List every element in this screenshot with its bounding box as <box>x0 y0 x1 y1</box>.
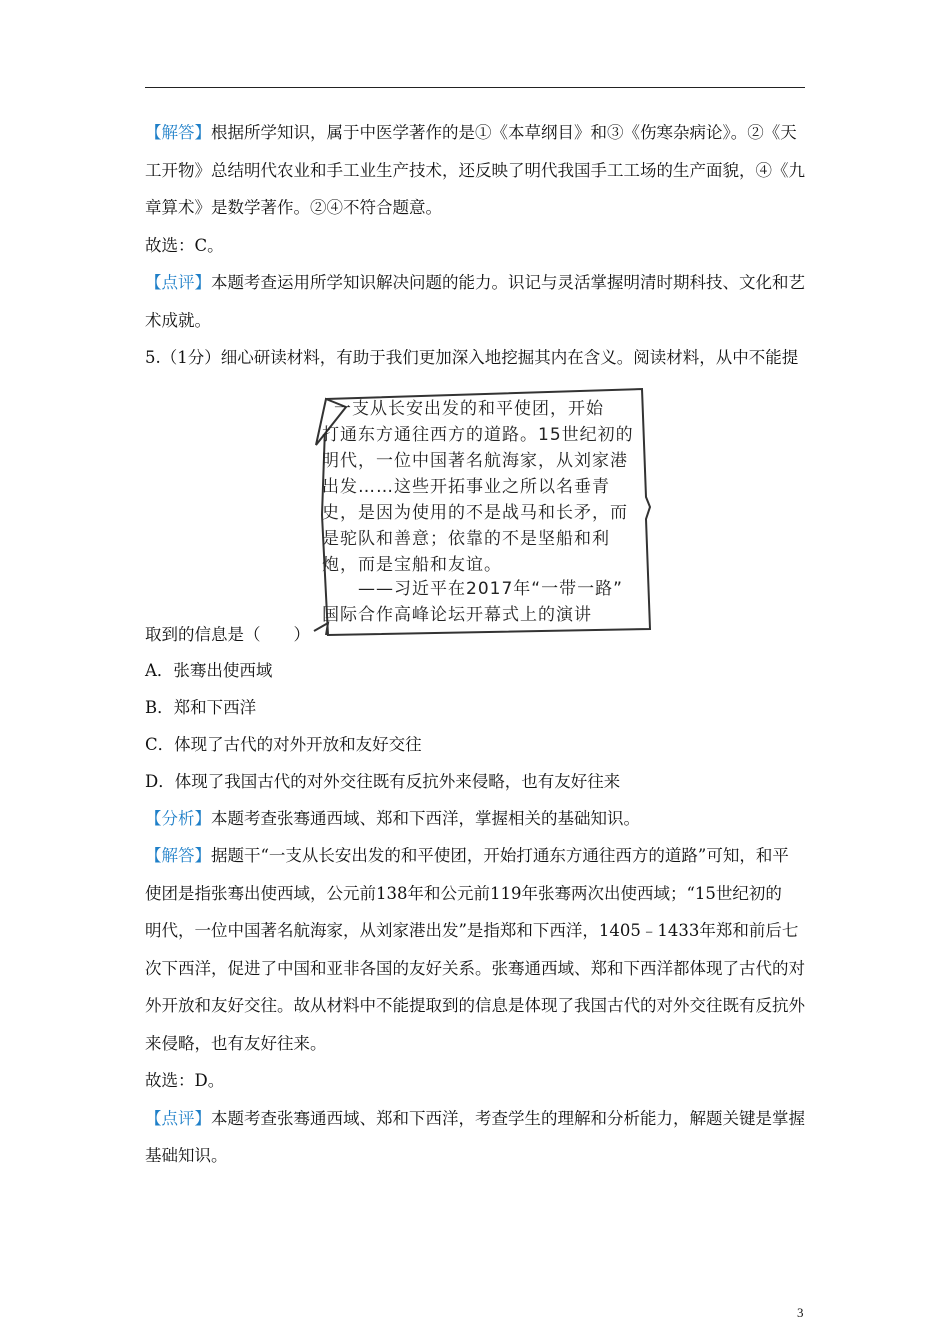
q5-choice: 故选：D。 <box>145 1071 225 1090</box>
option-d: D．体现了我国古代的对外交往既有反抗外来侵略，也有友好往来 <box>145 772 621 791</box>
q4-answer-line-1: 【解答】根据所学知识，属于中医学著作的是①《本草纲目》和③《伤寒杂病论》。②《天 <box>145 123 797 142</box>
q5-answer-line-4: 次下西洋，促进了中国和亚非各国的友好关系。张骞通西域、郑和下西洋都体现了古代的对 <box>145 959 805 978</box>
q4-choice: 故选：C。 <box>145 236 224 255</box>
q5-comment-line-2: 基础知识。 <box>145 1146 228 1165</box>
q5-answer-line-1: 【解答】据题干“一支从长安出发的和平使团，开始打通东方通往西方的道路”可知，和平 <box>145 846 789 865</box>
option-a: A．张骞出使西域 <box>145 661 273 680</box>
q5-answer-line-6: 来侵略，也有友好往来。 <box>145 1034 327 1053</box>
q5-answer-line-2: 使团是指张骞出使西域，公元前138年和公元前119年张骞两次出使西域；“15世纪初的 <box>145 884 782 903</box>
option-c: C．体现了古代的对外开放和友好交往 <box>145 735 422 754</box>
q4-comment-line-2: 术成就。 <box>145 311 211 330</box>
comment-tag: 【点评】 <box>145 1109 211 1128</box>
material-line-4: 出发……这些开拓事业之所以名垂青 <box>322 477 610 497</box>
q5-analysis: 【分析】本题考查张骞通西域、郑和下西洋，掌握相关的基础知识。 <box>145 809 640 828</box>
option-b: B．郑和下西洋 <box>145 698 257 717</box>
material-line-1: 一支从长安出发的和平使团，开始 <box>334 399 604 419</box>
material-line-9: 国际合作高峰论坛开幕式上的演讲 <box>322 605 592 625</box>
q4-answer-line-3: 章算术》是数学著作。②④不符合题意。 <box>145 198 442 217</box>
material-line-5: 史，是因为使用的不是战马和长矛，而 <box>322 503 628 523</box>
material-line-8: ——习近平在2017年“一带一路” <box>358 579 623 599</box>
q5-stem-line-2: 取到的信息是（ ） <box>145 625 310 644</box>
material-line-7: 炮，而是宝船和友谊。 <box>322 555 502 575</box>
material-figure <box>312 385 654 639</box>
material-line-6: 是驼队和善意；依靠的不是坚船和利 <box>322 529 610 549</box>
q5-answer-line-3: 明代，一位中国著名航海家，从刘家港出发”是指郑和下西洋，1405﹣1433年郑和前后七 <box>145 921 799 940</box>
page-number: 3 <box>797 1305 804 1320</box>
q5-answer-line-5: 外开放和友好交往。故从材料中不能提取到的信息是体现了我国古代的对外交往既有反抗外 <box>145 996 805 1015</box>
q4-comment-line-1: 【点评】本题考查运用所学知识解决问题的能力。识记与灵活掌握明清时期科技、文化和艺 <box>145 273 805 292</box>
comment-tag: 【点评】 <box>145 273 211 292</box>
material-line-2: 打通东方通往西方的道路。15世纪初的 <box>322 425 634 445</box>
answer-tag: 【解答】 <box>145 846 211 865</box>
q5-comment-line-1: 【点评】本题考查张骞通西域、郑和下西洋，考查学生的理解和分析能力，解题关键是掌握 <box>145 1109 805 1128</box>
q5-stem-line-1: 5.（1分）细心研读材料，有助于我们更加深入地挖掘其内在含义。阅读材料，从中不能提 <box>145 348 799 367</box>
answer-tag: 【解答】 <box>145 123 211 142</box>
q4-answer-line-2: 工开物》总结明代农业和手工业生产技术，还反映了明代我国手工工场的生产面貌，④《九 <box>145 161 805 180</box>
material-line-3: 明代，一位中国著名航海家，从刘家港 <box>322 451 628 471</box>
analysis-tag: 【分析】 <box>145 809 211 828</box>
header-rule <box>145 87 805 88</box>
